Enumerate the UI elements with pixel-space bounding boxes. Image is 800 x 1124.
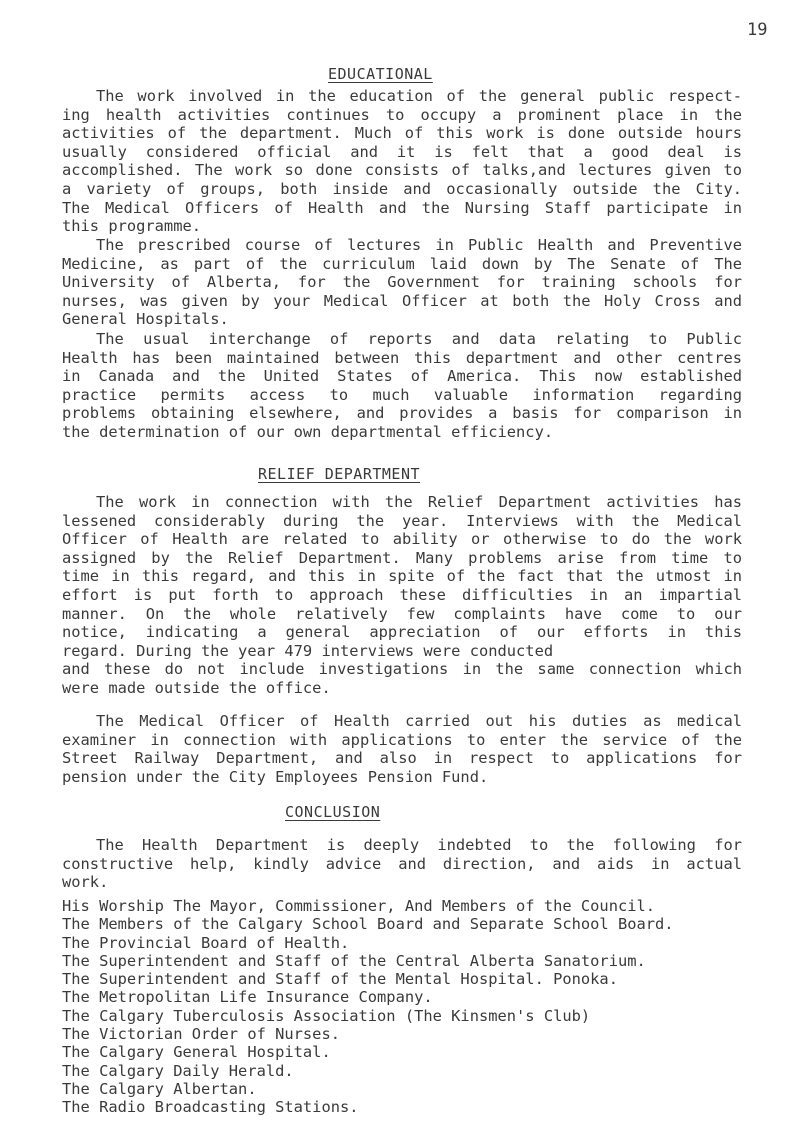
list-item: The Metropolitan Life Insurance Company. — [62, 988, 433, 1007]
acknowledgements-list — [62, 897, 742, 1117]
list-item: The Calgary Tuberculosis Association (The Kinsmen's Club) — [62, 1006, 591, 1025]
heading-relief-department: RELIEF DEPARTMENT — [258, 465, 421, 483]
list-item: The Victorian Order of Nurses. — [62, 1025, 340, 1044]
list-item: The Calgary Daily Herald. — [62, 1061, 294, 1080]
list-item: His Worship The Mayor, Commissioner, And Members of the Council. — [62, 897, 656, 915]
conclusion-paragraph: The Health Department is deeply indebted to the following for constructive help, kindly advice and direction, and aids in actual work. — [62, 836, 742, 892]
educational-paragraph-1: The work involved in the education of the general public respect- ing health activities continues to occupy a prominent place in the activities of the department. Much of this work is done outside hours usually considered official and it is felt that a good deal is accomplished. The work so done consists of talks,and lectures given to a variety of groups, both inside and occasionally outside the City. The Medical Officers of Health and the Nursing Staff participate in this programme. — [62, 87, 742, 236]
list-item: The Provincial Board of Health. — [62, 933, 350, 952]
list-item: The Superintendent and Staff of the Central Alberta Sanatorium. — [62, 951, 646, 970]
educational-paragraph-3: The usual interchange of reports and data relating to Public Health has been maintained between this department and other centres in Canada and the United States of America. This now established practice permits access to much valuable information regarding problems obtaining elsewhere, and provides a basis for comparison in the determination of our own departmental efficiency. — [62, 330, 742, 441]
list-item: The Calgary General Hospital. — [62, 1043, 331, 1062]
relief-paragraph-1: The work in connection with the Relief Department activities has lessened considerably during the year. Interviews with the Medical Officer of Health are related to ability or otherwise to do the work assigned by the Relief Department. Many problems arise from time to time in this regard, and this in spite of the fact that the utmost in effort is put forth to approach these difficulties in an impartial manner. On the whole relatively few complaints have come to our notice, indicating a general appreciation of our efforts in this regard. During the year 479 interviews were conducted and these do not include investigations in the same connection which were made outside the office. — [62, 493, 742, 697]
relief-paragraph-2: The Medical Officer of Health carried out his duties as medical examiner in connection with applications to enter the service of the Street Railway Department, and also in respect to applications for pension under the City Employees Pension Fund. — [62, 712, 742, 786]
heading-educational: EDUCATIONAL — [328, 65, 433, 83]
list-item: The Superintendent and Staff of the Mental Hospital. Ponoka. — [62, 970, 618, 989]
heading-conclusion: CONCLUSION — [285, 803, 381, 821]
list-item: The Members of the Calgary School Board and Separate School Board. — [62, 915, 674, 934]
list-item: The Calgary Albertan. — [62, 1079, 257, 1098]
educational-paragraph-2: The prescribed course of lectures in Public Health and Preventive Medicine, as part of the curriculum laid down by The Senate of The University of Alberta, for the Government for training schools for nurses, was given by your Medical Officer at both the Holy Cross and General Hospitals. — [62, 236, 742, 329]
page-number: 19 — [747, 20, 768, 40]
list-item: The Radio Broadcasting Stations. — [62, 1098, 359, 1117]
